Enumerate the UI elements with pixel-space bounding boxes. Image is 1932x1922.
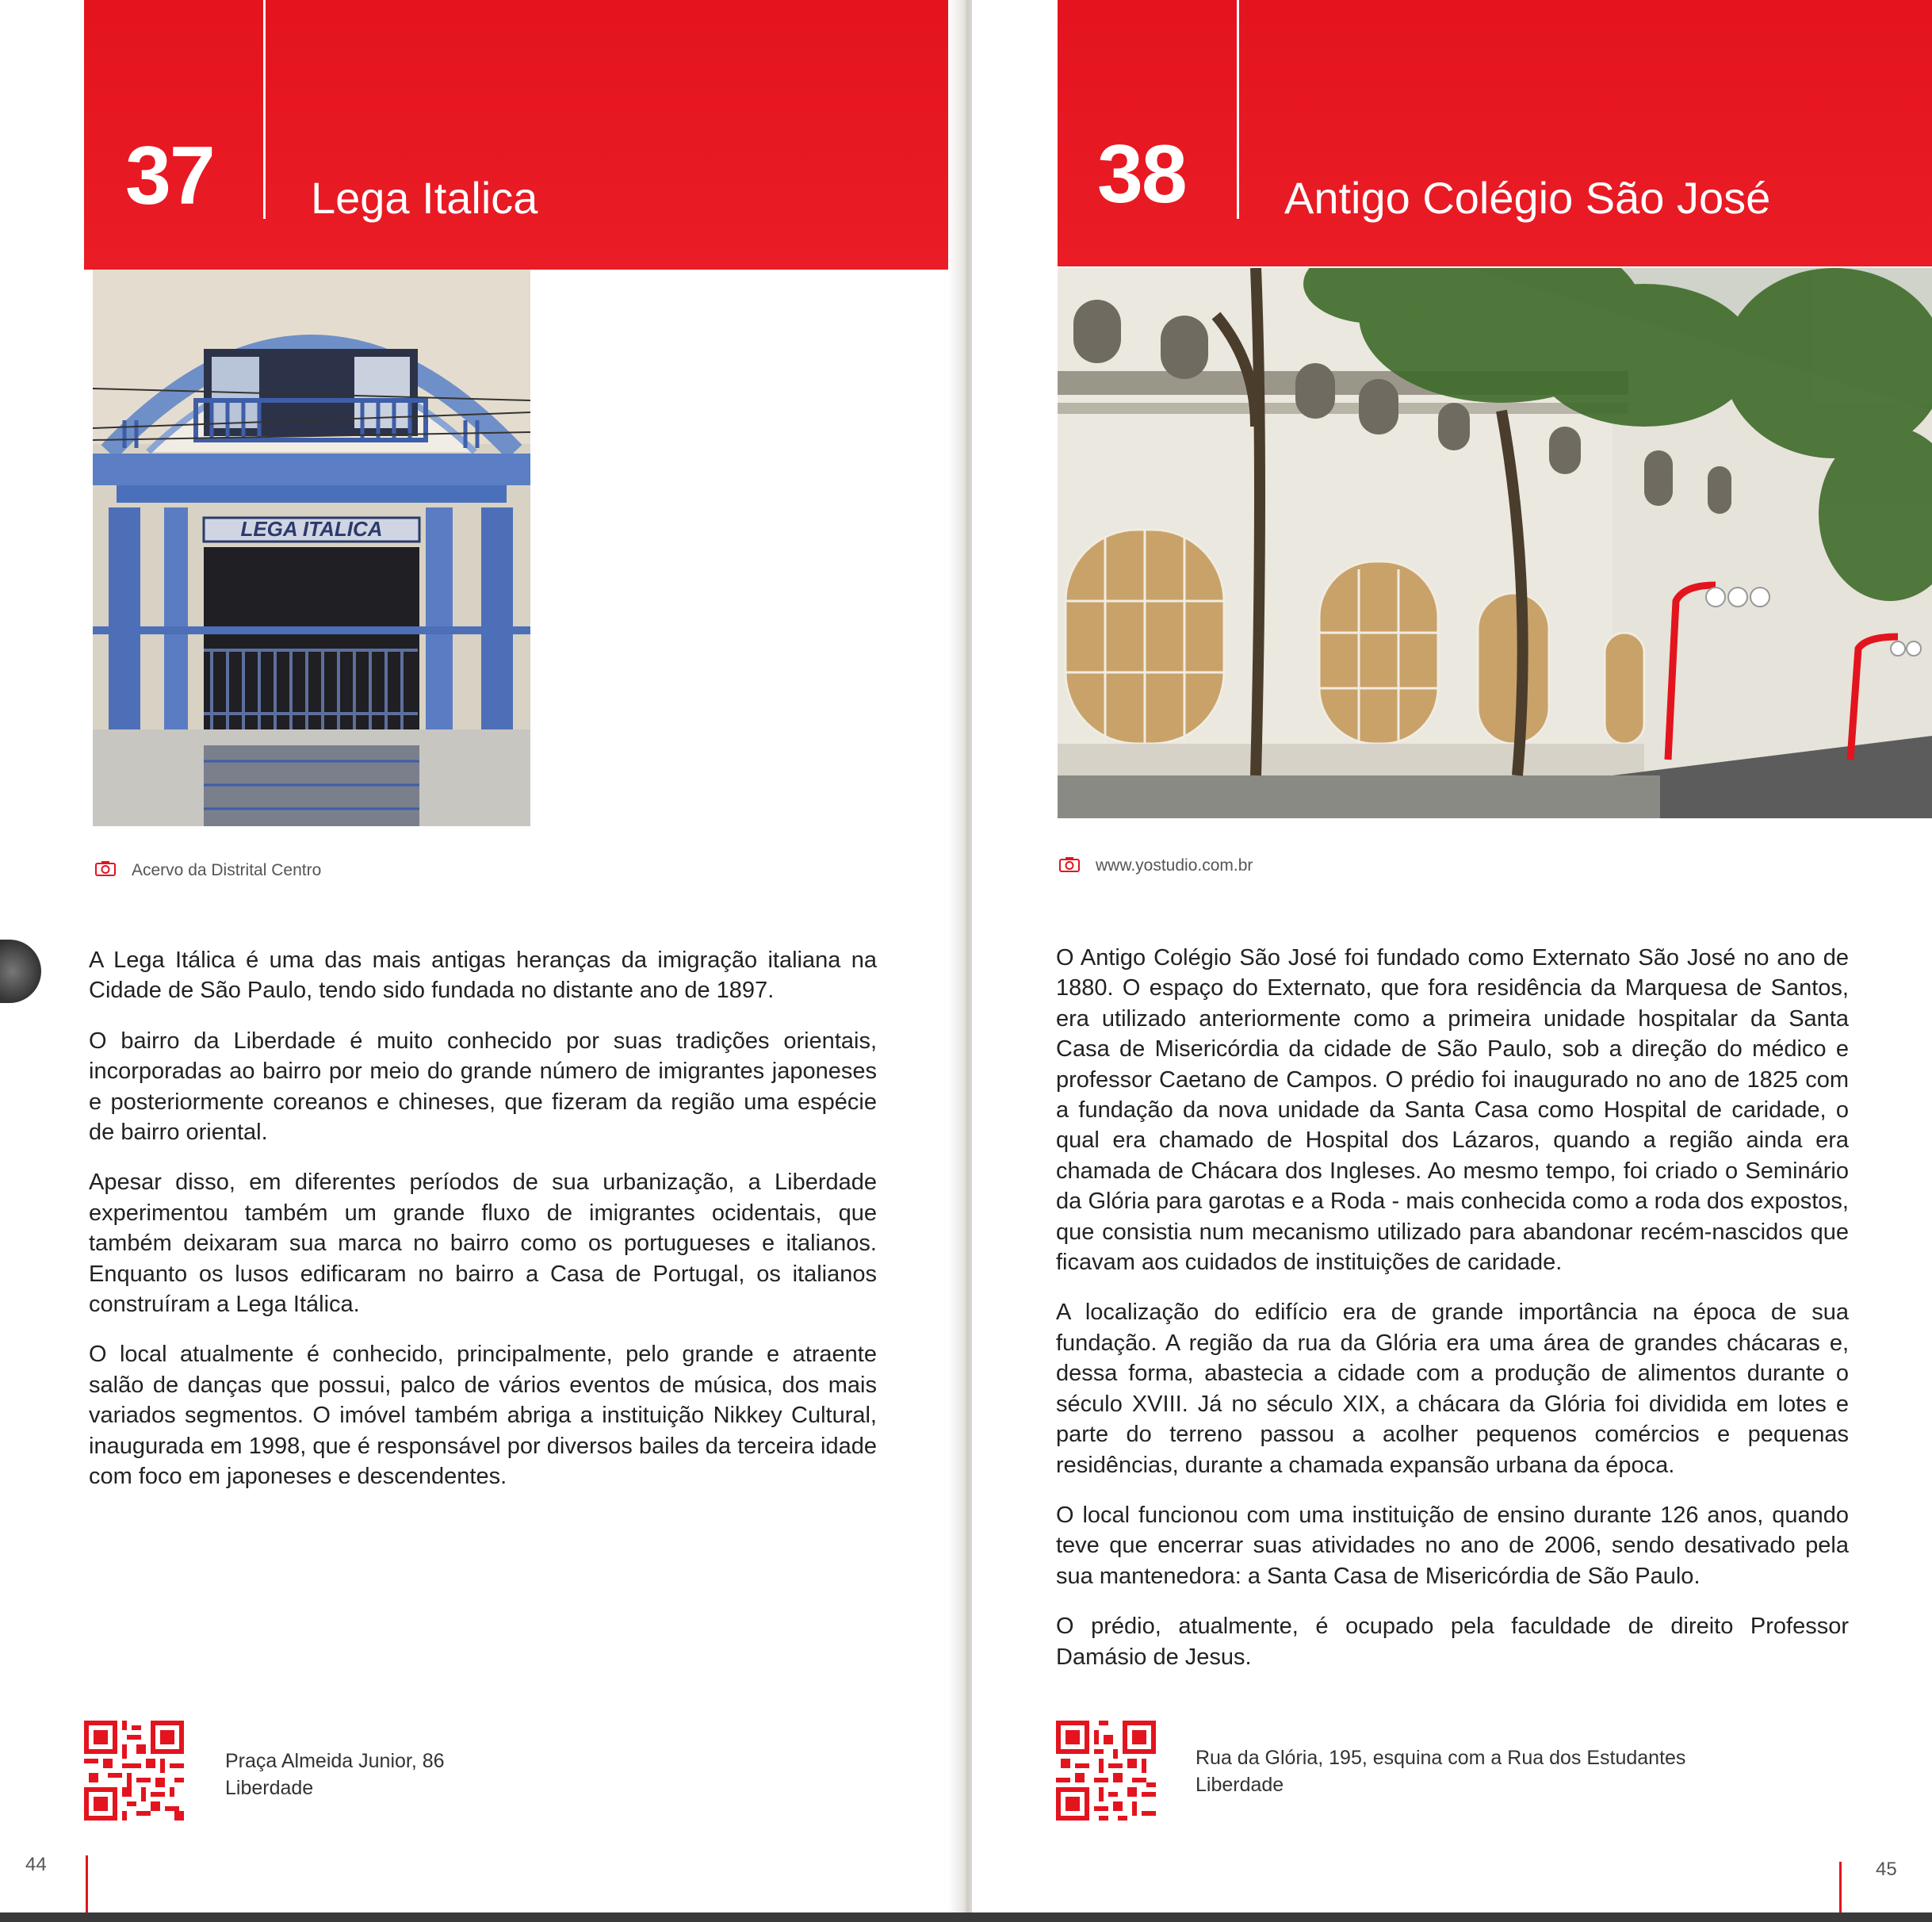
book-bottom-edge <box>0 1912 1932 1922</box>
address-street: Rua da Glória, 195, esquina com a Rua dos Estudantes <box>1196 1747 1686 1769</box>
paragraph: O bairro da Liberdade é muito conhecido por suas tradições orientais, incorporadas ao bairro por meio do grande número de imigrantes japoneses e posteriormente coreanos e chineses, que fizeram da região uma espécie de bairro oriental. <box>89 1028 877 1146</box>
left-page <box>0 0 964 1922</box>
paragraph: Apesar disso, em diferentes períodos de sua urbanização, a Liberdade experimentou também um grande fluxo de imigrantes ocidentais, que também deixaram sua marca no bairro como os portugueses e italianos. Enquanto os lusos edificaram no bairro a Casa de Portugal, os italianos construíram a Lega Itálica. <box>89 1170 877 1318</box>
page-number: 44 <box>25 1854 47 1875</box>
qr-code[interactable] <box>1056 1721 1156 1821</box>
paragraph: O local funcionou com uma instituição de ensino durante 126 anos, quando teve que encerrar suas atividades no ano de 2006, sendo desativado pela sua mantenedora: a Santa Casa de Misericórdia de São Paulo. <box>1056 1502 1849 1589</box>
entry-number: 38 <box>1097 128 1186 220</box>
lega-italica-photo <box>93 270 530 826</box>
article-body <box>89 945 877 1512</box>
qr-code[interactable] <box>84 1721 184 1821</box>
colegio-sao-jose-photo <box>1058 268 1932 818</box>
article-body <box>1056 943 1849 1692</box>
page-edge-shadow <box>0 940 41 1003</box>
header-divider <box>263 0 266 219</box>
left-header-band <box>84 0 964 270</box>
camera-icon <box>95 860 116 876</box>
photo-caption: Acervo da Distrital Centro <box>132 861 322 879</box>
entry-title: Lega Italica <box>311 173 538 223</box>
entry-number: 37 <box>125 130 214 222</box>
camera-icon <box>1059 856 1080 872</box>
paragraph: A Lega Itálica é uma das mais antigas heranças da imigração italiana na Cidade de São Paulo, tendo sido fundada no distante ano de 1897. <box>89 948 877 1004</box>
right-page <box>972 0 1932 1922</box>
entry-title: Antigo Colégio São José <box>1284 173 1771 223</box>
address-street: Praça Almeida Junior, 86 <box>225 1750 445 1772</box>
page-number: 45 <box>1876 1859 1897 1880</box>
lega-italica-sign: LEGA ITALICA <box>240 517 383 541</box>
paragraph: O local atualmente é conhecido, principalmente, pelo grande e atraente salão de danças que possui, palco de vários eventos de música, dos mais variados segmentos. O imóvel também abriga a instituição Nikkey Cultural, inaugurada em 1998, que é responsável por diversos bailes da terceira idade com foco em japoneses e descendentes. <box>89 1342 877 1490</box>
address-district: Liberdade <box>225 1777 314 1799</box>
paragraph: O prédio, atualmente, é ocupado pela faculdade de direito Professor Damásio de Jesus. <box>1056 1614 1849 1670</box>
right-header-band <box>1058 0 1932 266</box>
paragraph: O Antigo Colégio São José foi fundado como Externato São José no ano de 1880. O espaço do Externato, que fora residência da Marquesa de Santos, era utilizado anteriormente como a primeira unidade hospitalar da Santa Casa de Misericórdia da cidade de São Paulo, sob a direção do médico e professor Caetano de Campos. O prédio foi inaugurado no ano de 1825 com a fundação da nova unidade da Santa Casa como Hospital de caridade, o qual era chamado de Hospital dos Lázaros, quando a região ainda era chamada de Chácara dos Ingleses. Ao mesmo tempo, foi criado o Seminário da Glória para garotas e a Roda - mais conhecida como a roda dos expostos, que consistia num mecanismo utilizado para abandonar recém-nascidos que ficavam aos cuidados de instituições de caridade. <box>1056 945 1849 1276</box>
address <box>225 1748 445 1801</box>
header-divider <box>1237 0 1239 219</box>
address <box>1196 1744 1685 1798</box>
address-district: Liberdade <box>1196 1774 1284 1796</box>
photo-caption: www.yostudio.com.br <box>1096 856 1253 875</box>
paragraph: A localização do edifício era de grande importância na época de sua fundação. A região da rua da Glória era uma área de grandes chácaras e, dessa forma, abastecia a cidade com a produção de alimentos durante o século XVIII. Já no século XIX, a chácara da Glória foi dividida em lotes e parte do terreno passou a acolher pequenos comércios e pequenas residências, durante a chamada expansão urbana da época. <box>1056 1300 1849 1478</box>
